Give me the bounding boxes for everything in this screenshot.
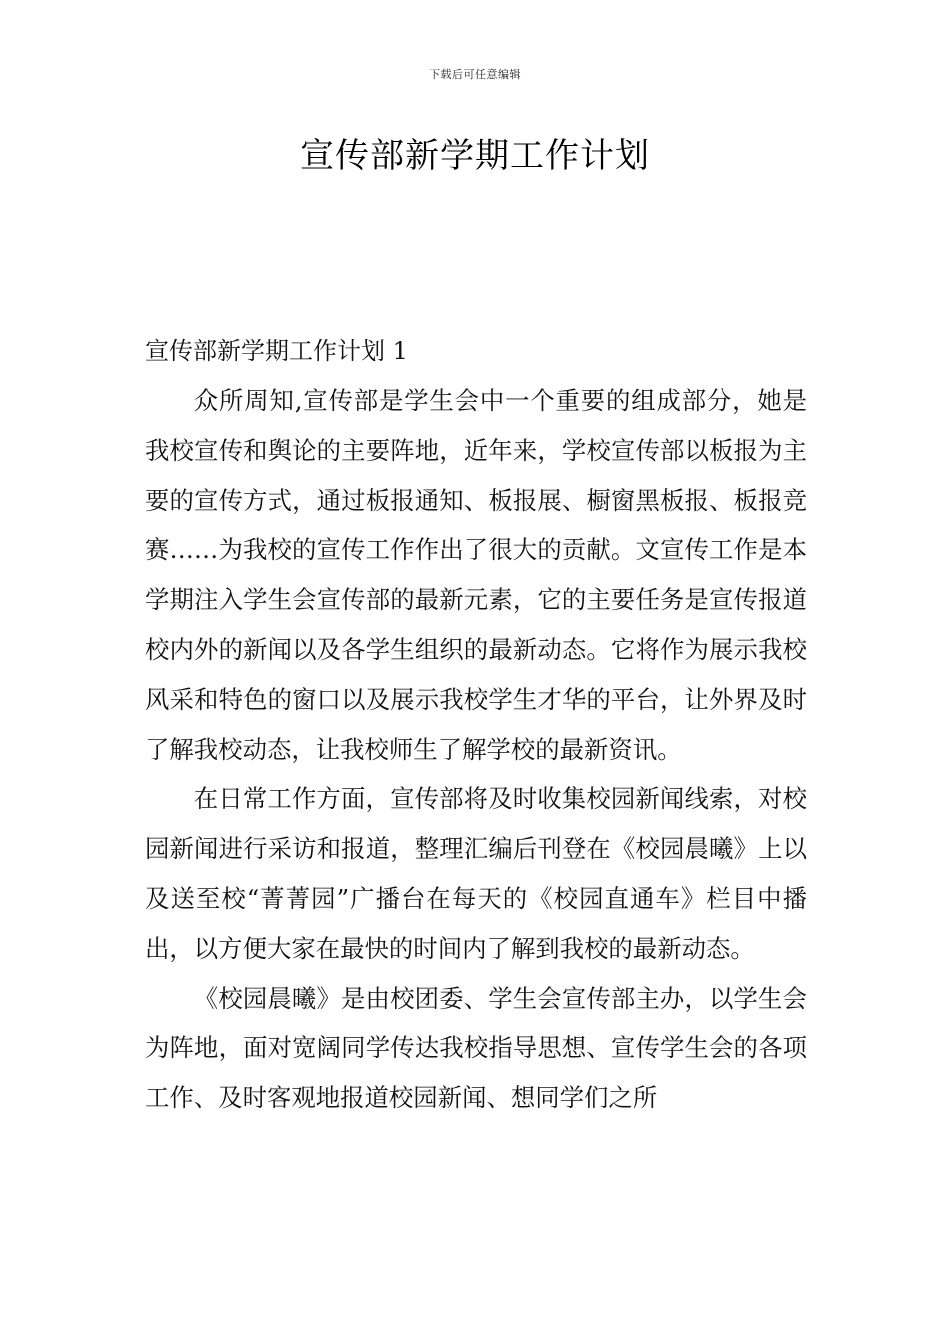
section-heading: 宣传部新学期工作计划 1 xyxy=(145,337,408,365)
paragraph-3: 《校园晨曦》是由校团委、学生会宣传部主办，以学生会为阵地，面对宽阔同学传达我校指导思想、宣传学生会的各项工作、及时客观地报道校园新闻、想同学们之所 xyxy=(145,983,807,1113)
document-body xyxy=(145,330,807,1123)
paragraph-1: 众所周知,宣传部是学生会中一个重要的组成部分，她是我校宣传和舆论的主要阵地，近年来，学校宣传部以板报为主要的宣传方式，通过板报通知、板报展、橱窗黑板报、板报竞赛……为我校的宣传工作作出了很大的贡献。文宣传工作是本学期注入学生会宣传部的最新元素，它的主要任务是宣传报道校内外的新闻以及各学生组织的最新动态。它将作为展示我校风采和特色的窗口以及展示我校学生才华的平台，让外界及时了解我校动态，让我校师生了解学校的最新资讯。 xyxy=(145,386,807,764)
header-note: 下载后可任意编辑 xyxy=(429,68,521,81)
document-title: 宣传部新学期工作计划 xyxy=(300,136,650,176)
paragraph-2: 在日常工作方面，宣传部将及时收集校园新闻线索，对校园新闻进行采访和报道，整理汇编后刊登在《校园晨曦》上以及送至校“菁菁园”广播台在每天的《校园直通车》栏目中播出，以方便大家在最快的时间内了解到我校的最新动态。 xyxy=(145,784,807,963)
